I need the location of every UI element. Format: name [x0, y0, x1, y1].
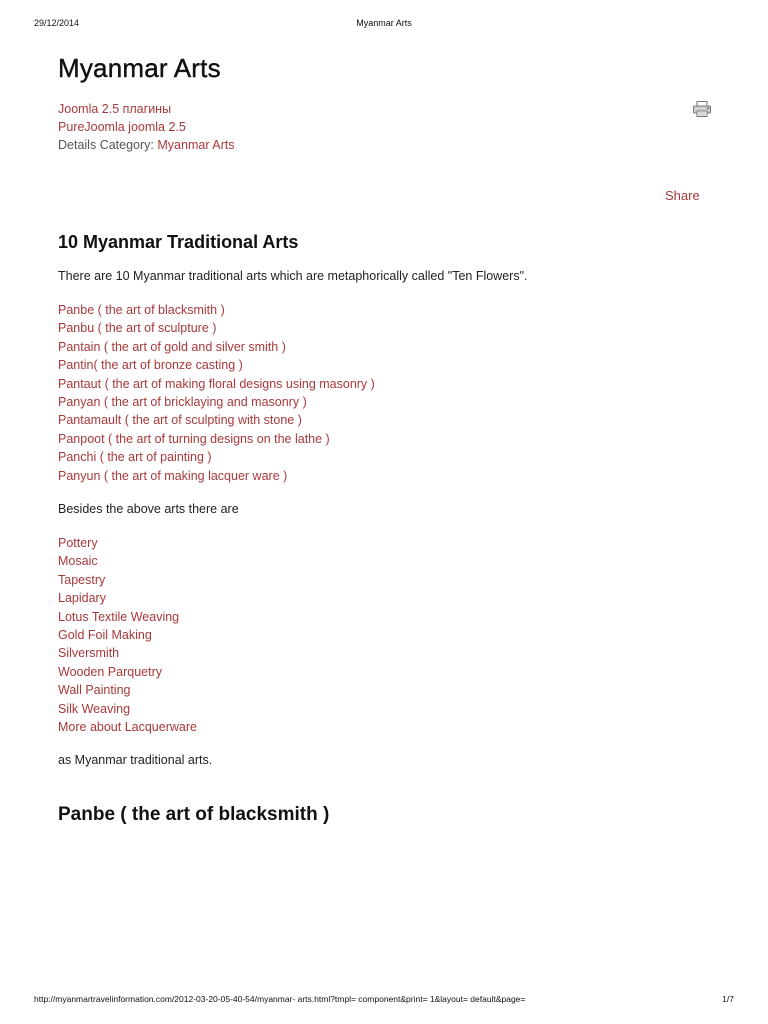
list-item — [58, 681, 197, 699]
tag-link-purejoomla[interactable]: PureJoomla joomla 2.5 — [58, 120, 186, 134]
art-link[interactable]: Panbe ( the art of blacksmith ) — [58, 303, 225, 317]
article-meta — [58, 100, 235, 154]
details-line — [58, 136, 235, 154]
list-item — [58, 356, 375, 374]
section-heading-panbe: Panbe ( the art of blacksmith ) — [58, 804, 330, 825]
art-link[interactable]: Lapidary — [58, 591, 106, 606]
print-footer — [0, 994, 768, 1008]
section-heading-traditional-arts: 10 Myanmar Traditional Arts — [58, 232, 299, 252]
share-link[interactable]: Share — [665, 188, 700, 203]
list-item — [58, 393, 375, 411]
list-item — [58, 319, 375, 337]
tag-link-joomla-plugins[interactable]: Joomla 2.5 плагины — [58, 102, 172, 116]
list-item — [58, 448, 375, 466]
printer-icon[interactable] — [693, 101, 711, 117]
art-link[interactable]: Mosaic — [58, 554, 98, 569]
list-item — [58, 589, 197, 607]
list-item — [58, 626, 197, 644]
list-item — [58, 301, 375, 319]
list-item — [58, 375, 375, 393]
print-url: http://myanmartravelinformation.com/2012-03-20-05-40-54/myanmar- arts.html?tmpl= component&print= 1&layout= default&page= — [34, 994, 526, 1004]
list-item — [58, 700, 197, 718]
art-link[interactable]: Panyan ( the art of bricklaying and masonry ) — [58, 395, 307, 410]
besides-paragraph: Besides the above arts there are — [58, 502, 239, 516]
other-arts-list — [58, 534, 197, 736]
art-link[interactable]: Panbu ( the art of sculpture ) — [58, 321, 217, 336]
list-item — [58, 644, 197, 662]
page-title: Myanmar Arts — [58, 53, 221, 83]
art-link[interactable]: Panchi ( the art of painting ) — [58, 450, 212, 465]
art-link[interactable]: Gold Foil Making — [58, 628, 152, 643]
list-item — [58, 718, 197, 736]
list-item — [58, 663, 197, 681]
intro-paragraph: There are 10 Myanmar traditional arts which are metaphorically called "Ten Flowers". — [58, 269, 528, 283]
print-header — [0, 18, 768, 32]
list-item — [58, 552, 197, 570]
art-link[interactable]: Pottery — [58, 536, 98, 550]
art-link[interactable]: Pantin( the art of bronze casting ) — [58, 358, 243, 373]
list-item — [58, 571, 197, 589]
art-link[interactable]: Wall Painting — [58, 683, 131, 698]
list-item — [58, 534, 197, 552]
art-link[interactable]: Pantamault ( the art of sculpting with stone ) — [58, 413, 302, 428]
list-item — [58, 467, 375, 485]
art-link[interactable]: Tapestry — [58, 572, 106, 587]
list-item — [58, 430, 375, 448]
print-date: 29/12/2014 — [34, 18, 80, 28]
art-link[interactable]: Panpoot ( the art of turning designs on the lathe ) — [58, 431, 330, 446]
art-link[interactable]: Pantaut ( the art of making floral designs using masonry ) — [58, 376, 375, 391]
list-item — [58, 608, 197, 626]
list-item — [58, 411, 375, 429]
art-link[interactable]: Lotus Textile Weaving — [58, 609, 180, 624]
details-label: Details — [58, 138, 97, 152]
page-number: 1/7 — [722, 994, 734, 1004]
art-link[interactable]: Wooden Parquetry — [58, 664, 162, 679]
art-link[interactable]: More about Lacquerware — [58, 720, 197, 735]
traditional-arts-list — [58, 301, 375, 485]
list-item — [58, 338, 375, 356]
category-label: Category: — [99, 138, 154, 152]
category-link[interactable]: Myanmar Arts — [157, 138, 235, 152]
art-link[interactable]: Panyun ( the art of making lacquer ware ) — [58, 468, 288, 483]
art-link[interactable]: Pantain ( the art of gold and silver smith ) — [58, 339, 286, 354]
print-doc-title: Myanmar Arts — [356, 18, 412, 28]
art-link[interactable]: Silversmith — [58, 646, 120, 661]
closing-paragraph: as Myanmar traditional arts. — [58, 753, 213, 767]
art-link[interactable]: Silk Weaving — [58, 701, 131, 716]
